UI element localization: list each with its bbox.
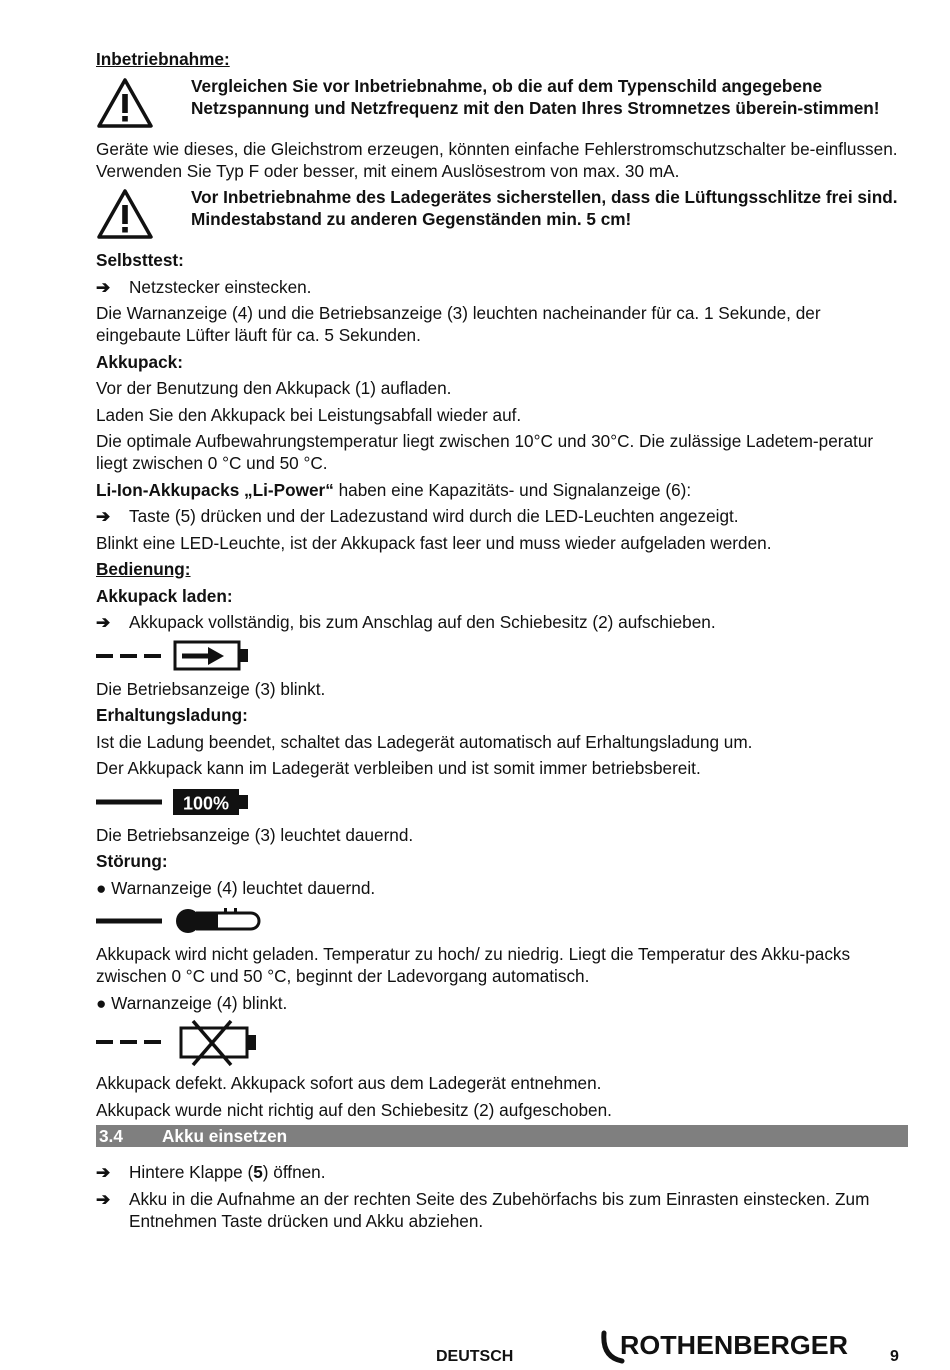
paragraph-defekt: Akkupack defekt. Akkupack sofort aus dem Ladegerät entnehmen. [96,1073,602,1093]
brand-name: ROTHENBERGER [620,1330,849,1360]
heading-stoerung: Störung: [96,851,168,871]
arrow-right-icon: ➔ [96,506,111,526]
battery-full-label: 100% [182,793,230,813]
step-text [129,1161,326,1183]
bullet-warn-blinkt: ● Warnanzeige (4) blinkt. [96,992,288,1013]
paragraph-gleichstrom: Geräte wie dieses, die Gleichstrom erzeugen, könnten einfache Fehlerstromschutzschalter be-einflussen. Verwenden Sie Typ F oder besser, mit einem Auslösestrom von max. 30 mA. [96,138,898,181]
arrow-right-icon: ➔ [96,276,111,297]
warning-block-2 [96,186,908,245]
step-text: Akku in die Aufnahme an der rechten Seite des Zubehörfachs bis zum Einrasten einstecken. Zum Entnehmen Taste drücken und Akku abziehen. [129,1188,870,1231]
warning-triangle-icon [96,186,191,245]
warning-text-1: Vergleichen Sie vor Inbetriebnahme, ob die auf dem Typenschild angegebene Netzspannung und Netzfrequenz mit den Daten Ihres Stromnetzes überein-stimmen! [191,75,880,118]
step-netzstecker [96,276,908,298]
section-heading-bar [96,1125,908,1147]
paragraph-betrieb-dauernd: Die Betriebsanzeige (3) leuchtet dauernd. [96,824,414,845]
paragraph-betrieb-blinkt: Die Betriebsanzeige (3) blinkt. [96,678,326,699]
paragraph-ladung-beendet: Ist die Ladung beendet, schaltet das Ladegerät automatisch auf Erhaltungsladung um. [96,731,753,752]
paragraph-liion [96,479,908,501]
heading-bedienung: Bedienung: [96,559,191,579]
battery-full-symbol [96,784,908,820]
warning-text-2: Vor Inbetriebnahme des Ladegerätes sicherstellen, dass die Lüftungsschlitze frei sind. Mindestabstand zu anderen Gegenständen min. 5 cm! [191,187,898,229]
step-text: Netzstecker einstecken. [129,276,312,297]
battery-charging-icon [96,638,256,674]
page-footer [0,1327,950,1364]
paragraph-warnanzeige: Die Warnanzeige (4) und die Betriebsanzeige (3) leuchten nacheinander für ca. 1 Sekunde, der eingebaute Lüfter läuft für ca. 5 Sekunden. [96,303,821,345]
step-schiebesitz [96,611,908,633]
step-klappe [96,1161,908,1183]
step-text: Taste (5) drücken und der Ladezustand wird durch die LED-Leuchten angezeigt. [129,506,739,526]
paragraph-blinkt-led: Blinkt eine LED-Leuchte, ist der Akkupack fast leer und muss wieder aufgeladen werden. [96,532,772,553]
paragraph-aufladen: Vor der Benutzung den Akkupack (1) aufladen. [96,378,452,398]
arrow-right-icon: ➔ [96,612,111,632]
heading-inbetriebnahme: Inbetriebnahme: [96,49,230,69]
warning-block-1 [96,75,908,134]
heading-akkupack: Akkupack: [96,351,183,372]
arrow-right-icon: ➔ [96,1188,111,1209]
thermometer-icon [96,903,266,939]
battery-defect-icon [96,1018,266,1068]
page-number: 9 [890,1348,899,1365]
paragraph-leistungsabfall: Laden Sie den Akkupack bei Leistungsabfall wieder auf. [96,404,522,425]
heading-erhaltungsladung: Erhaltungsladung: [96,705,248,725]
step-text: Akkupack vollständig, bis zum Anschlag auf den Schiebesitz (2) aufschieben. [129,612,716,632]
section-number: 3.4 [99,1126,123,1146]
step-taste [96,505,908,527]
step-klappe-post: ) öffnen. [262,1162,326,1182]
arrow-right-icon: ➔ [96,1162,111,1182]
liion-rest: haben eine Kapazitäts- und Signalanzeige (6): [333,479,692,500]
document-page [96,48,908,1236]
thermometer-symbol [96,903,908,939]
liion-bold: Li-Ion-Akkupacks „Li-Power“ [96,479,334,500]
battery-full-icon [96,784,256,820]
paragraph-verbleiben: Der Akkupack kann im Ladegerät verbleiben und ist somit immer betriebsbereit. [96,758,701,778]
warning-triangle-icon [96,75,191,134]
heading-selbsttest: Selbsttest: [96,250,184,270]
paragraph-temp-fehler: Akkupack wird nicht geladen. Temperatur zu hoch/ zu niedrig. Liegt die Temperatur des Akku-packs zwischen 0 °C und 50 °C, beginnt der Ladevorgang automatisch. [96,944,851,986]
heading-akkupack-laden: Akkupack laden: [96,585,233,606]
paragraph-temperatur: Die optimale Aufbewahrungstemperatur liegt zwischen 10°C und 30°C. Die zulässige Ladetem-peratur liegt zwischen 0 °C und 50 °C. [96,431,874,473]
section-title: Akku einsetzen [162,1126,288,1146]
battery-defect-symbol [96,1018,908,1068]
paragraph-nicht-richtig: Akkupack wurde nicht richtig auf den Schiebesitz (2) aufgeschoben. [96,1099,612,1120]
bullet-warn-dauernd: ● Warnanzeige (4) leuchtet dauernd. [96,877,376,898]
step-akku-einsetzen [96,1188,908,1232]
battery-charging-symbol [96,638,908,674]
step-klappe-pre: Hintere Klappe ( [129,1162,254,1182]
step-klappe-num: 5 [253,1162,263,1182]
footer-language: DEUTSCH [436,1348,514,1365]
